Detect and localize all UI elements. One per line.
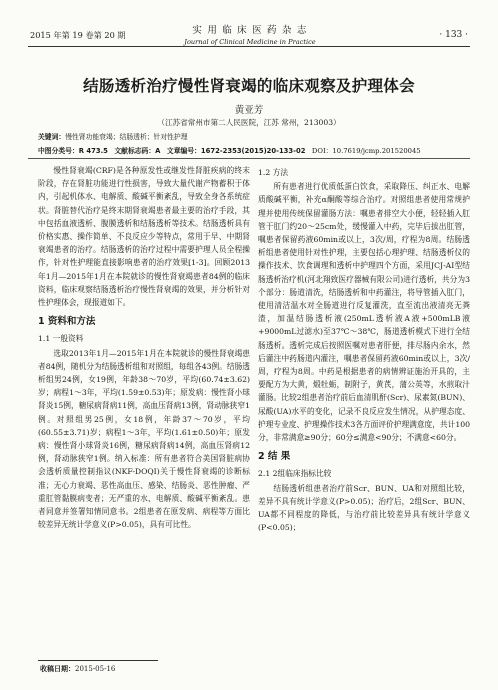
document-code: 文献标志码：A <box>114 147 161 155</box>
received-date <box>40 664 115 674</box>
subsection-heading-1-1: 1.1 一般资料 <box>38 334 84 344</box>
general-data-paragraph: 选取2013年1月—2015年1月在本院就诊的慢性肾衰竭患者84例，随机分为结肠透析组和对照组，每组各43例。结肠透析组男24例，女19例，年龄38～70岁，平均(60.74±3.62)岁；病程1～3年，平均(1.59±0.53)年；原发病：慢性肾小球肾炎15例，糖尿病肾病11例，高血压肾病13例，肾动脉狭窄1例。对照组男25例，女18例，年龄37～70岁，平均(60.55±3.71)岁；病程1～3年，平均(1.61±0.50)年；原发病：慢性肾小球肾炎16例，糖尿病肾病14例，高血压肾病12例，肾动脉狭窄1例。纳入标准：所有患者符合美国肾脏病协会透析质量控制指议(NKF-DOQI)关于慢性肾衰竭的诊断标准；无心力衰竭、恶性高血压、感染、结肠炎、恶性肿瘤、严重肛管黏膜病变者；无严重的水、电解质、酸碱平衡紊乱。患者同意并签署知情同意书。2组患者在原发病、病程等方面比较差异无统计学意义(P>0.05)，具有可比性。 <box>38 348 250 530</box>
journal-name-zh: 实 用 临 床 医 药 杂 志 <box>192 25 308 36</box>
keywords-text: 慢性肾功能衰竭；结肠透析；针对性护理 <box>65 133 188 141</box>
author-affiliation: （江苏省常州市第二人民医院，江苏 常州，213003） <box>157 118 341 127</box>
received-label: 收稿日期： <box>40 665 75 673</box>
keywords-line <box>38 131 468 141</box>
article-number: 文章编号：1672-2353(2015)20-133-02 <box>166 147 306 155</box>
journal-name-en: Journal of Clinical Medicine in Practice <box>184 38 316 46</box>
results-paragraph: 结肠透析组患者治疗前Scr、BUN、UA和对照组比较，差异不具有统计学意义(P>0.05)；治疗后，2组Scr、BUN、UA都不同程度的降低，与治疗前比较差异具有统计学意义(P<0.05)； <box>258 483 470 533</box>
received-value: 2015-05-16 <box>75 665 116 673</box>
doi: DOI：10.7619/jcmp.201520045 <box>311 147 421 155</box>
journal-masthead <box>150 22 350 46</box>
section-heading-2: 2 结 果 <box>258 451 291 463</box>
right-column <box>258 164 470 534</box>
subsection-heading-1-2: 1.2 方法 <box>258 168 289 177</box>
keywords-label: 关键词： <box>38 133 66 141</box>
footnote-rule <box>38 660 158 661</box>
header-rule <box>28 46 470 47</box>
section-heading-1: 1 资料和方法 <box>38 316 96 328</box>
issue-info: 2015 年第 19 卷第 20 期 <box>30 30 126 40</box>
author-name: 黄亚芳 <box>234 105 264 116</box>
classification-line <box>38 145 468 155</box>
intro-paragraph: 慢性肾衰竭(CRF)是各种原发性或继发性肾脏疾病的终末阶段，存在肾脏功能进行性损害，导致大量代谢产物蓄积于体内，引起机体水、电解质、酸碱平衡紊乱，导致全身各系统症状。肾脏替代治疗是终末期肾衰竭患者最主要的治疗手段，其中包括血液透析、腹膜透析和结肠透析等技术。结肠透析具有价格实惠、操作简单、不良反应少等特点，常用于早、中期肾衰竭患者的治疗。结肠透析的治疗过程中需要护理人员全程操作，针对性护理能直接影响患者的治疗效果[1-3]。回顾2013年1月—2015年1月在本院就诊的慢性肾衰竭患者84例的临床资料，临床观察结肠透析治疗慢性肾衰竭的效果，并分析针对性护理体会，现报道如下。 <box>38 166 250 308</box>
methods-paragraph: 所有患者进行优质低蛋白饮食，采取降压、纠正水、电解质酸碱平衡，补充α酮酸等综合治疗。对照组患者使用常规护理并使用传统保留灌肠方法：嘱患者排空大小便，轻轻插入肛管于肛门约20～25cm处，缓慢灌入中药，完毕后拔出肛管，嘱患者保留药液60min或以上，3次/周，疗程为8周。结肠透析组患者使用针对性护理，主要包括心理护理、结肠透析仪的操作技术、饮食调理和透析中护理四个方面，采用JCJ-AI型结肠透析治疗机(河北翔致医疗器械有限公司)进行透析，共分为3个部分：肠道清洗，结肠透析和中药灌注，将导管插入肛门，使用清洁温水对全肠道进行反复灌洗，直至流出液清亮无粪渣，加温结肠透析液(250mL透析液A液+500mLB液+9000mL过滤水)至37℃～38℃，肠道透析模式下进行全结肠透析。透析完成后按照医嘱对患者肝便，排尽肠内余水，然后灌注中药肠道内灌注，嘱患者保留药液60min或以上，3次/周，疗程为8周。中药是根据患者的病情辨证施治开具的，主要配方为大黄，煅牡蛎，制附子，黄芪，蒲公英等，水煎取汁灌肠。比较2组患者治疗前后血清肌酐(Scr)、尿素氮(BUN)、尿酸(UA)水平的变化，记录不良反应发生情况，从护理态度、护理专业度、护理操作技术3各方面评价护理满意度，共计100分，非常满意≥90分；60分≤满意<90分；不满意<60分。 <box>258 182 470 443</box>
clc-code: 中图分类号：R 473.5 <box>38 147 108 155</box>
article-title: 结肠透析治疗慢性肾衰竭的临床观察及护理体会 <box>83 77 415 95</box>
left-column <box>38 164 250 531</box>
page-number: · 133 · <box>439 30 468 40</box>
subsection-heading-2-1: 2.1 2组临床指标比较 <box>258 469 332 479</box>
meta-separator <box>28 158 470 159</box>
